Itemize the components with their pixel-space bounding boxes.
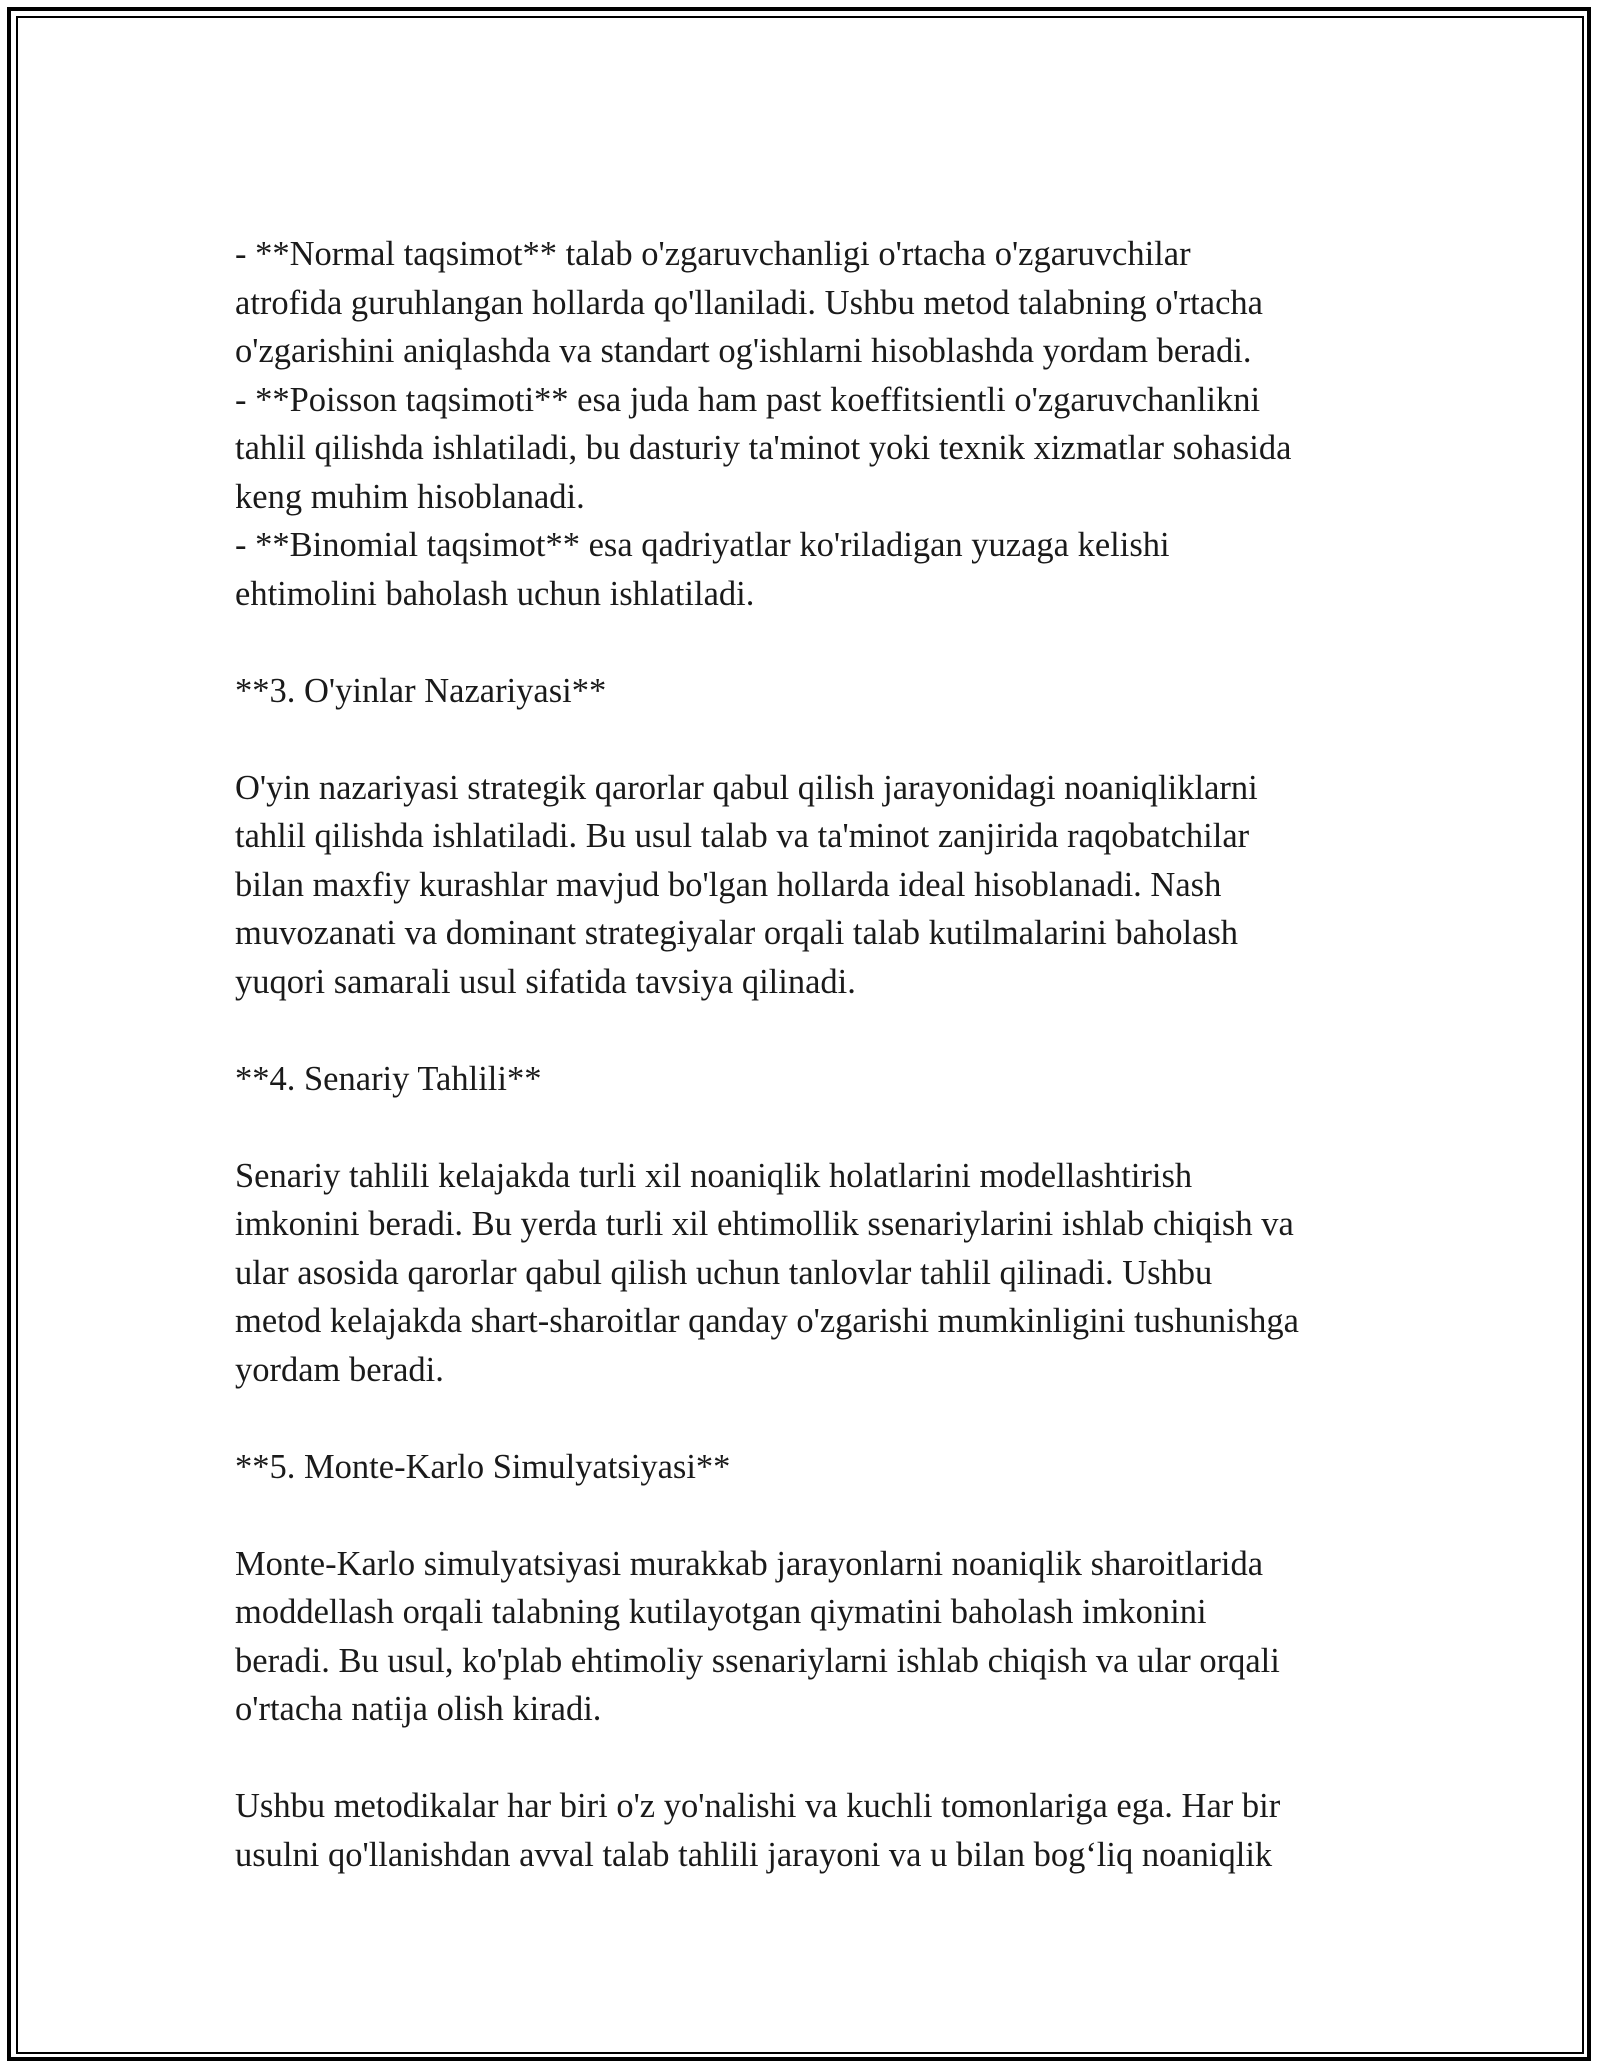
text-line: **4. Senariy Tahlili** bbox=[235, 1059, 542, 1098]
text-line: yuqori samarali usul sifatida tavsiya qilinadi. bbox=[235, 962, 856, 1001]
text-line: ular asosida qarorlar qabul qilish uchun tanlovlar tahlil qilinadi. Ushbu bbox=[235, 1253, 1213, 1292]
heading-scenario-analysis bbox=[235, 1055, 1385, 1104]
text-line: Ushbu metodikalar har biri o'z yo'nalishi va kuchli tomonlariga ega. Har bir bbox=[235, 1787, 1281, 1825]
bullet-binomial-distribution bbox=[235, 521, 1385, 618]
text-line: o'zgarishini aniqlashda va standart og'ishlarni hisoblashda yordam beradi. bbox=[235, 332, 1252, 370]
text-line: - **Binomial taqsimot** esa qadriyatlar ko'riladigan yuzaga kelishi bbox=[235, 526, 1170, 564]
text-line: O'yin nazariyasi strategik qarorlar qabul qilish jarayonidagi noaniqliklarni bbox=[235, 768, 1258, 807]
paragraph-monte-carlo bbox=[235, 1540, 1385, 1734]
blank-line bbox=[235, 618, 1385, 667]
blank-line bbox=[235, 1734, 1385, 1783]
text-line: ehtimolini baholash uchun ishlatiladi. bbox=[235, 574, 755, 613]
text-line: **3. O'yinlar Nazariyasi** bbox=[235, 671, 607, 710]
text-line: **5. Monte-Karlo Simulyatsiyasi** bbox=[235, 1447, 731, 1486]
text-line: tahlil qilishda ishlatiladi. Bu usul talab va ta'minot zanjirida raqobatchilar bbox=[235, 817, 1250, 855]
blank-line bbox=[235, 1491, 1385, 1540]
text-line: Monte-Karlo simulyatsiyasi murakkab jarayonlarni noaniqlik sharoitlarida bbox=[235, 1544, 1264, 1583]
text-line: - **Normal taqsimot** talab o'zgaruvchanligi o'rtacha o'zgaruvchilar bbox=[235, 235, 1191, 273]
paragraph-conclusion bbox=[235, 1782, 1385, 1879]
paragraph-game-theory bbox=[235, 764, 1385, 1007]
text-line: metod kelajakda shart-sharoitlar qanday o'zgarishi mumkinligini tushunishga bbox=[235, 1302, 1299, 1340]
text-line: bilan maxfiy kurashlar mavjud bo'lgan hollarda ideal hisoblanadi. Nash bbox=[235, 865, 1222, 904]
text-line: o'rtacha natija olish kiradi. bbox=[235, 1690, 602, 1728]
text-line: atrofida guruhlangan hollarda qo'llaniladi. Ushbu metod talabning o'rtacha bbox=[235, 283, 1263, 322]
bullet-normal-distribution bbox=[235, 230, 1385, 376]
text-line: imkonini beradi. Bu yerda turli xil ehtimollik ssenariylarini ishlab chiqish va bbox=[235, 1205, 1294, 1243]
blank-line bbox=[235, 715, 1385, 764]
bullet-poisson-distribution bbox=[235, 376, 1385, 522]
heading-game-theory bbox=[235, 667, 1385, 716]
paragraph-scenario-analysis bbox=[235, 1152, 1385, 1395]
blank-line bbox=[235, 1103, 1385, 1152]
text-line: yordam beradi. bbox=[235, 1350, 444, 1389]
text-line: keng muhim hisoblanadi. bbox=[235, 477, 585, 516]
heading-monte-carlo bbox=[235, 1443, 1385, 1492]
text-line: - **Poisson taqsimoti** esa juda ham past koeffitsientli o'zgaruvchanlikni bbox=[235, 380, 1261, 419]
text-line: Senariy tahlili kelajakda turli xil noaniqlik holatlarini modellashtirish bbox=[235, 1156, 1193, 1195]
document-body bbox=[235, 230, 1385, 1879]
text-line: usulni qo'llanishdan avval talab tahlili jarayoni va u bilan bog‘liq noaniqlik bbox=[235, 1835, 1273, 1874]
text-line: beradi. Bu usul, ko'plab ehtimoliy ssenariylarni ishlab chiqish va ular orqali bbox=[235, 1641, 1280, 1680]
text-line: tahlil qilishda ishlatiladi, bu dasturiy ta'minot yoki texnik xizmatlar sohasida bbox=[235, 429, 1292, 467]
text-line: moddellash orqali talabning kutilayotgan qiymatini baholash imkonini bbox=[235, 1593, 1207, 1631]
text-line: muvozanati va dominant strategiyalar orqali talab kutilmalarini baholash bbox=[235, 914, 1239, 952]
blank-line bbox=[235, 1006, 1385, 1055]
blank-line bbox=[235, 1394, 1385, 1443]
